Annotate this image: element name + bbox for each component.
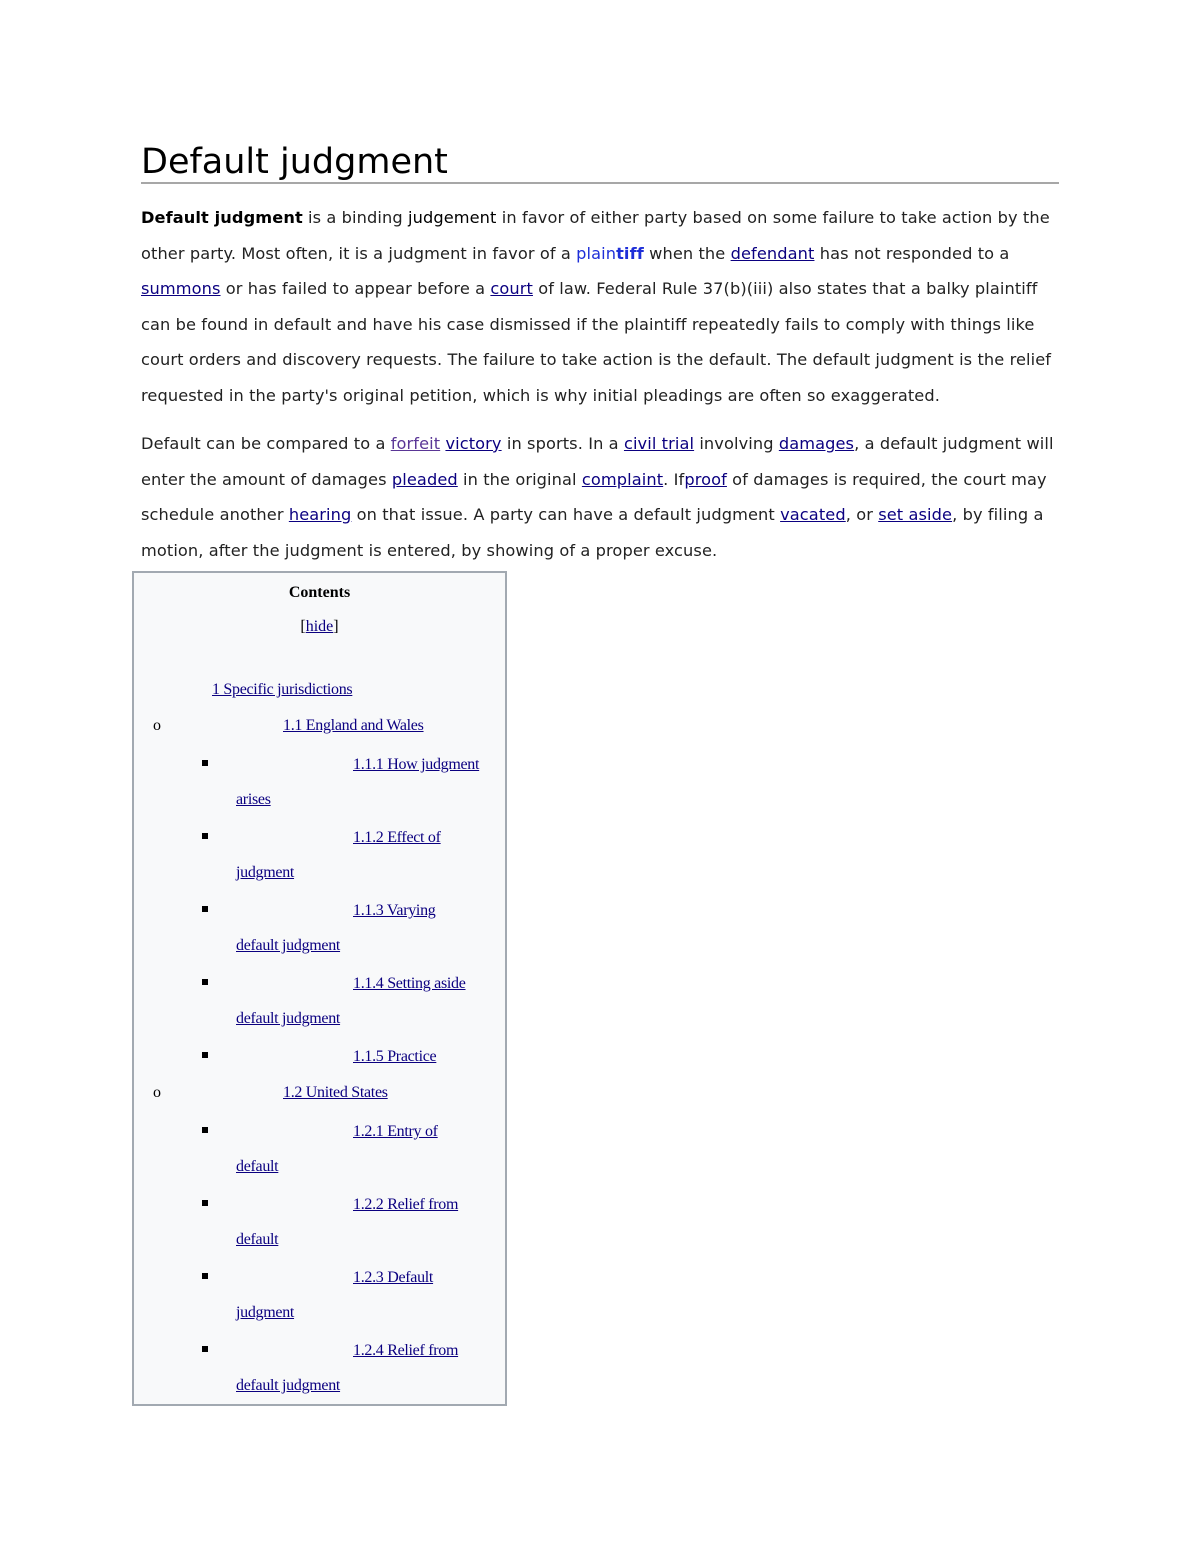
toc-hide-toggle: [hide] bbox=[300, 618, 339, 635]
toc-item-relief-from-default[interactable]: 1.2.2 Relief from bbox=[353, 1196, 459, 1213]
link-proof[interactable]: proof bbox=[684, 469, 727, 489]
square-bullet bbox=[202, 1127, 208, 1133]
page-title: Default judgment bbox=[141, 142, 448, 182]
square-bullet bbox=[202, 906, 208, 912]
intro-paragraph: Default judgment is a binding judgement in favor of either party based on some failure to take action by the other party. Most often, it is a judgment in favor of a plaintiff when the defendant has not responded to a summons or has failed to appear before a court of law. Federal Rule 37(b)(iii) also states that a balky plaintiff can be found in default and have his case dismissed if the plaintiff repeatedly fails to comply with things like court orders and discovery requests. The failure to take action is the default. The default judgment is the relief requested in the party's original petition, which is why initial pleadings are often so exaggerated. bbox=[141, 208, 1052, 405]
comparison-paragraph: Default can be compared to a forfeit victory in sports. In a civil trial involving damages, a default judgment will enter the amount of damages pleaded in the original complaint. Ifproof of damages is required, the court may schedule another hearing on that issue. A party can have a default judgment vacated, or set aside, by filing a motion, after the judgment is entered, by showing of a proper excuse. bbox=[141, 434, 1054, 560]
toc-item-default-judgment-cont[interactable]: judgment bbox=[236, 1304, 295, 1321]
toc-item-entry-of-default[interactable]: 1.2.1 Entry of bbox=[353, 1123, 438, 1140]
square-bullet bbox=[202, 833, 208, 839]
toc-item-how-judgment-arises[interactable]: 1.1.1 How judgment bbox=[353, 756, 480, 773]
square-bullet bbox=[202, 1052, 208, 1058]
square-bullet bbox=[202, 1273, 208, 1279]
table-of-contents bbox=[132, 571, 507, 1406]
toc-item-relief-from-default-cont[interactable]: default bbox=[236, 1231, 279, 1248]
circle-bullet: o bbox=[153, 717, 161, 734]
toc-item-default-judgment[interactable]: 1.2.3 Default bbox=[353, 1269, 434, 1286]
link-hearing[interactable]: hearing bbox=[288, 505, 352, 525]
link-defendant[interactable]: defendant bbox=[730, 243, 815, 263]
toc-item-england-and-wales[interactable]: 1.1 England and Wales bbox=[283, 717, 424, 734]
link-summons[interactable]: summons bbox=[141, 279, 221, 299]
link-complaint[interactable]: complaint bbox=[581, 469, 664, 489]
link-forfeit[interactable]: forfeit bbox=[390, 434, 441, 453]
toc-item-relief-from-default-judgment-cont[interactable]: default judgment bbox=[236, 1377, 341, 1394]
plaintiff-text: plaintiff bbox=[576, 243, 644, 263]
link-victory[interactable]: victory bbox=[445, 434, 502, 453]
toc-item-united-states[interactable]: 1.2 United States bbox=[283, 1084, 388, 1101]
toc-item-varying-default-judgment-cont[interactable]: default judgment bbox=[236, 937, 341, 954]
toc-item-setting-aside-default-judgment-cont[interactable]: default judgment bbox=[236, 1010, 341, 1027]
link-damages[interactable]: damages bbox=[778, 434, 855, 453]
toc-hide-link[interactable]: hide bbox=[305, 618, 334, 635]
circle-bullet: o bbox=[153, 1084, 161, 1101]
link-set-aside[interactable]: set aside bbox=[878, 505, 953, 525]
square-bullet bbox=[202, 760, 208, 766]
title-divider bbox=[141, 182, 1059, 184]
square-bullet bbox=[202, 1200, 208, 1206]
link-court[interactable]: court bbox=[490, 279, 533, 299]
toc-title: Contents bbox=[288, 584, 351, 601]
toc-item-setting-aside-default-judgment[interactable]: 1.1.4 Setting aside bbox=[353, 975, 466, 992]
square-bullet bbox=[202, 1346, 208, 1352]
judgement-word: judgement bbox=[407, 208, 497, 227]
toc-item-specific-jurisdictions[interactable]: 1 Specific jurisdictions bbox=[212, 681, 353, 698]
toc-item-effect-of-judgment[interactable]: 1.1.2 Effect of bbox=[353, 829, 441, 846]
toc-item-varying-default-judgment[interactable]: 1.1.3 Varying bbox=[353, 902, 436, 919]
link-vacated[interactable]: vacated bbox=[780, 505, 846, 525]
bold-term: Default judgment bbox=[141, 208, 303, 227]
toc-item-entry-of-default-cont[interactable]: default bbox=[236, 1158, 279, 1175]
link-civil-trial[interactable]: civil trial bbox=[623, 434, 695, 453]
toc-item-relief-from-default-judgment[interactable]: 1.2.4 Relief from bbox=[353, 1342, 459, 1359]
toc-item-how-judgment-arises-cont[interactable]: arises bbox=[236, 791, 271, 808]
toc-item-practice[interactable]: 1.1.5 Practice bbox=[353, 1048, 437, 1065]
square-bullet bbox=[202, 979, 208, 985]
toc-item-effect-of-judgment-cont[interactable]: judgment bbox=[236, 864, 295, 881]
link-pleaded[interactable]: pleaded bbox=[391, 469, 458, 489]
